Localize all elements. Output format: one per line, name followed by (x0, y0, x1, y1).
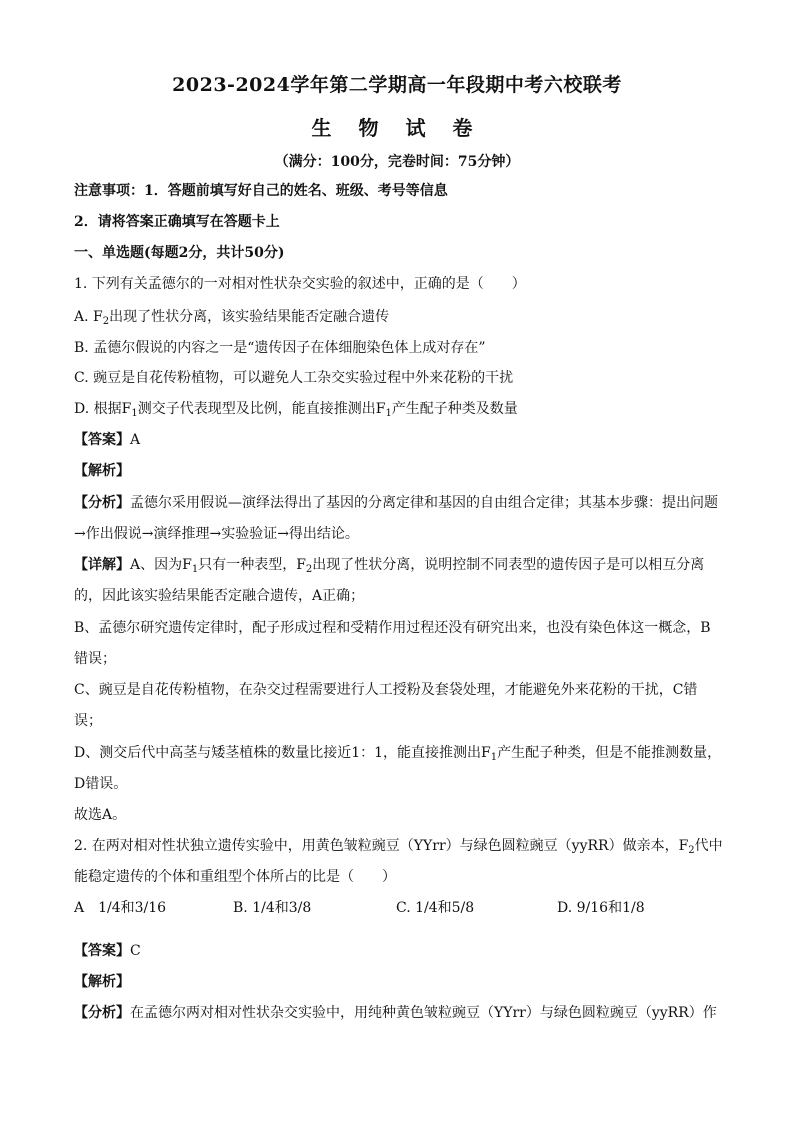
q1-conclusion: 故选A。 (74, 807, 127, 823)
q2-option-d: D. 9/16和1/8 (557, 900, 645, 916)
q1-option-b: B. 孟德尔假说的内容之一是“遗传因子在体细胞染色体上成对存在” (74, 340, 486, 356)
q1-detail-line-5: C、豌豆是自花传粉植物，在杂交过程需要进行人工授粉及套袋处理，才能避免外来花粉的干扰，C错 (74, 682, 698, 698)
q1-detail-line-6: 误； (74, 713, 102, 729)
q2-option-c: C. 1/4和5/8 (396, 900, 475, 916)
fenxi-text: 孟德尔采用假说—演绎法得出了基因的分离定律和基因的自由组合定律；其基本步骤：提出问题 (130, 495, 718, 511)
q1-option-a-pre: A. F (74, 309, 103, 325)
answer-label: 【答案】 (74, 943, 130, 959)
exam-title: 2023-2024学年第二学期高一年段期中考六校联考 (172, 74, 622, 96)
q2-analysis-label: 【解析】 (74, 974, 130, 990)
notes-item-1: 1．答题前填写好自己的姓名、班级、考号等信息 (144, 183, 448, 199)
q1-option-d-pre: D. 根据F (74, 401, 132, 417)
q1-fenxi-line-1 (74, 493, 718, 513)
q2-answer (74, 941, 141, 961)
subject-title: 生 物 试 卷 (311, 116, 483, 140)
q1-option-d-mid: 测交子代表现型及比例，能直接推测出F (137, 401, 386, 417)
q1-option-d (74, 399, 518, 424)
q1-detail-line-4: 错误； (74, 651, 116, 667)
q1-detail-line-1 (74, 555, 704, 580)
answer-value: A (130, 432, 141, 448)
answer-value: C (130, 943, 141, 959)
q2-stem-line-1 (74, 836, 723, 861)
q2-stem-sub: 2 (688, 845, 695, 856)
exam-meta: （满分：100分，完卷时间：75分钟） (274, 154, 520, 170)
q2-stem-line-2: 能稳定遗传的个体和重组型个体所占的比是（ ） (74, 869, 396, 885)
detail-d-post: 产生配子种类，但是不能推测数量， (497, 745, 722, 761)
q1-option-d-post: 产生配子种类及数量 (391, 401, 518, 417)
q1-option-d-sub2: 1 (385, 408, 392, 419)
detail-mid: 只有一种表型，F (198, 557, 306, 573)
q1-option-a (74, 307, 389, 332)
q2-fenxi-line-1 (74, 1003, 717, 1023)
q1-stem: 1. 下列有关孟德尔的一对相对性状杂交实验的叙述中，正确的是（ ） (74, 276, 526, 292)
q2-stem-pre: 2. 在两对相对性状独立遗传实验中，用黄色皱粒豌豆（YYrr）与绿色圆粒豌豆（yyRR）做亲本，F (74, 838, 689, 854)
q1-option-c: C. 豌豆是自花传粉植物，可以避免人工杂交实验过程中外来花粉的干扰 (74, 370, 514, 386)
notes-label: 注意事项： (74, 183, 144, 199)
detail-sub2: 2 (305, 564, 313, 575)
detail-label: 【详解】 (74, 557, 130, 573)
fenxi-text: 在孟德尔两对相对性状杂交实验中，用纯种黄色皱粒豌豆（YYrr）与绿色圆粒豌豆（yyRR）作 (130, 1005, 717, 1021)
q2-option-a: A 1/4和3/16 (74, 900, 167, 916)
detail-sub1: 1 (191, 564, 199, 575)
q2-option-b: B. 1/4和3/8 (233, 900, 312, 916)
q1-option-a-post: 出现了性状分离，该实验结果能否定融合遗传 (109, 309, 390, 325)
notes-item-2: 2．请将答案正确填写在答题卡上 (74, 214, 280, 230)
detail-d-pre: D、测交后代中高茎与矮茎植株的数量比接近1：1，能直接推测出F (74, 745, 491, 761)
section-heading: 一、单选题(每题2分，共计50分) (74, 245, 285, 261)
fenxi-label: 【分析】 (74, 1005, 130, 1021)
fenxi-label: 【分析】 (74, 495, 130, 511)
q1-detail-line-8: D错误。 (74, 776, 128, 792)
answer-label: 【答案】 (74, 432, 130, 448)
q1-detail-line-2: 的，因此该实验结果能否定融合遗传，A正确； (74, 588, 365, 604)
detail-post: 出现了性状分离，说明控制不同表型的遗传因子是可以相互分离 (312, 557, 705, 573)
q1-answer (74, 430, 140, 450)
q1-option-a-sub: 2 (102, 316, 110, 327)
notes-line-1 (74, 181, 448, 201)
q1-detail-line-3: B、孟德尔研究遗传定律时，配子形成过程和受精作用过程还没有研究出来，也没有染色体这一概念，B (74, 620, 711, 636)
q1-analysis-label: 【解析】 (74, 463, 130, 479)
q1-option-d-sub1: 1 (131, 408, 138, 419)
detail-pre: A、因为F (130, 557, 192, 573)
q2-stem-post: 代中 (694, 838, 723, 854)
detail-d-sub: 1 (490, 752, 498, 763)
q1-fenxi-line-2: →作出假说→演绎推理→实验验证→得出结论。 (74, 526, 359, 542)
q1-detail-line-7 (74, 743, 721, 768)
